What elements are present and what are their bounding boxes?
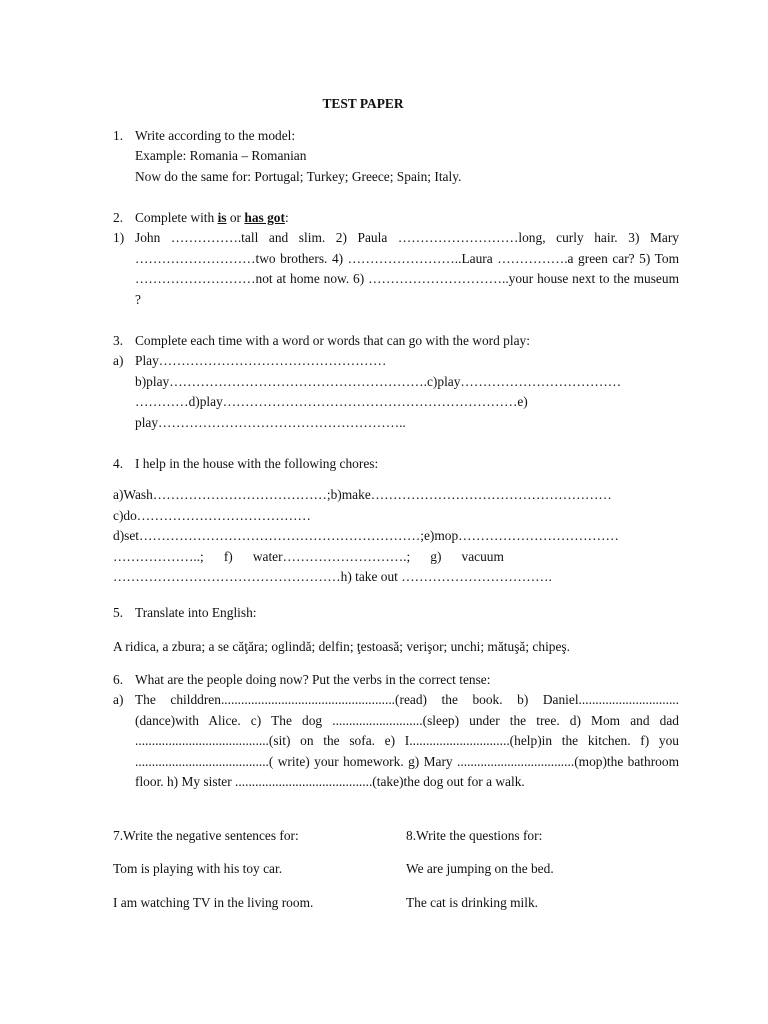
question-prompt: I help in the house with the following chores: bbox=[135, 456, 379, 471]
question-8-prompt: 8.Write the questions for: bbox=[406, 828, 543, 843]
question-prompt: Write according to the model: bbox=[135, 128, 296, 143]
question-number: 6. bbox=[113, 672, 124, 687]
question-5 bbox=[113, 603, 679, 658]
keyword-has-got: has got bbox=[244, 210, 285, 225]
exercise-line: …………d)play…………………………………………………………e) bbox=[135, 394, 528, 410]
word-list: A ridica, a zbura; a se căţăra; oglindă; delfin; ţestoasă; verişor; unchi; mătuşă; chipeş. bbox=[113, 639, 570, 655]
instruction-line: Now do the same for: Portugal; Turkey; Greece; Spain; Italy. bbox=[135, 168, 462, 184]
question-8-sentence: The cat is drinking milk. bbox=[406, 894, 539, 910]
exercise-line: ………………..; f) water……………………….; g) vacuum bbox=[113, 548, 504, 564]
exercise-line: play……………………………………………….. bbox=[135, 414, 406, 430]
sub-number: a) bbox=[113, 692, 124, 708]
question-prompt: Translate into English: bbox=[135, 605, 257, 620]
exercise-line: d)set………………………………………………………;e)mop……………………………… bbox=[113, 528, 619, 544]
question-prompt: Complete each time with a word or words that can go with the word play: bbox=[135, 333, 530, 348]
exercise-text: The childdren....................................................(read) the book. b) Daniel..............................(dance)with Alice. c) The dog ...........................(sleep) under the tree. d) Mom and dad ........................................(sit) on the sofa. e) I..............................(help)in the kitchen. f) you ........................................( write) your homework. g) Mary ...................................(mop)the bathroom floor. h) My sister .........................................(take)the dog out for a walk. bbox=[135, 692, 679, 790]
question-3 bbox=[113, 331, 679, 433]
question-6 bbox=[113, 670, 679, 792]
example-line: Example: Romania – Romanian bbox=[135, 148, 307, 164]
question-2 bbox=[113, 208, 679, 310]
question-prompt: Complete with is or has got: bbox=[135, 210, 289, 225]
sub-number: a) bbox=[113, 353, 124, 369]
keyword-is: is bbox=[217, 210, 227, 225]
sub-number: 1) bbox=[113, 230, 125, 246]
question-prompt: What are the people doing now? Put the verbs in the correct tense: bbox=[135, 672, 491, 687]
questions-7-8 bbox=[113, 826, 679, 913]
question-number: 1. bbox=[113, 128, 124, 143]
question-4 bbox=[113, 454, 679, 587]
question-number: 3. bbox=[113, 333, 124, 348]
exercise-line: ……………………………………………h) take out ……………………………. bbox=[113, 569, 552, 585]
page-title: TEST PAPER bbox=[322, 96, 404, 111]
question-1 bbox=[113, 126, 679, 187]
exercise-line: c)do………………………………… bbox=[113, 507, 311, 523]
exercise-line: a)Wash…………………………………;b)make……………………………………………… bbox=[113, 487, 612, 503]
question-number: 5. bbox=[113, 605, 124, 620]
question-number: 2. bbox=[113, 210, 124, 225]
question-7-prompt: 7.Write the negative sentences for: bbox=[113, 828, 299, 843]
exercise-text: John …………….tall and slim. 2) Paula ………………………long, curly hair. 3) Mary ………………………two brothers. 4) ……………………..Laura …………….a green car? 5) Tom ………………………not at home now. 6) …………………………..your house next to the museum ? bbox=[135, 230, 679, 307]
question-7-sentence: Tom is playing with his toy car. bbox=[113, 861, 283, 877]
question-number: 4. bbox=[113, 456, 124, 471]
question-8-sentence: We are jumping on the bed. bbox=[406, 861, 554, 877]
exercise-line: b)play………………………………………………….c)play……………………………… bbox=[135, 373, 622, 389]
exercise-line: Play…………………………………………… bbox=[135, 353, 387, 369]
question-7-sentence: I am watching TV in the living room. bbox=[113, 894, 314, 910]
